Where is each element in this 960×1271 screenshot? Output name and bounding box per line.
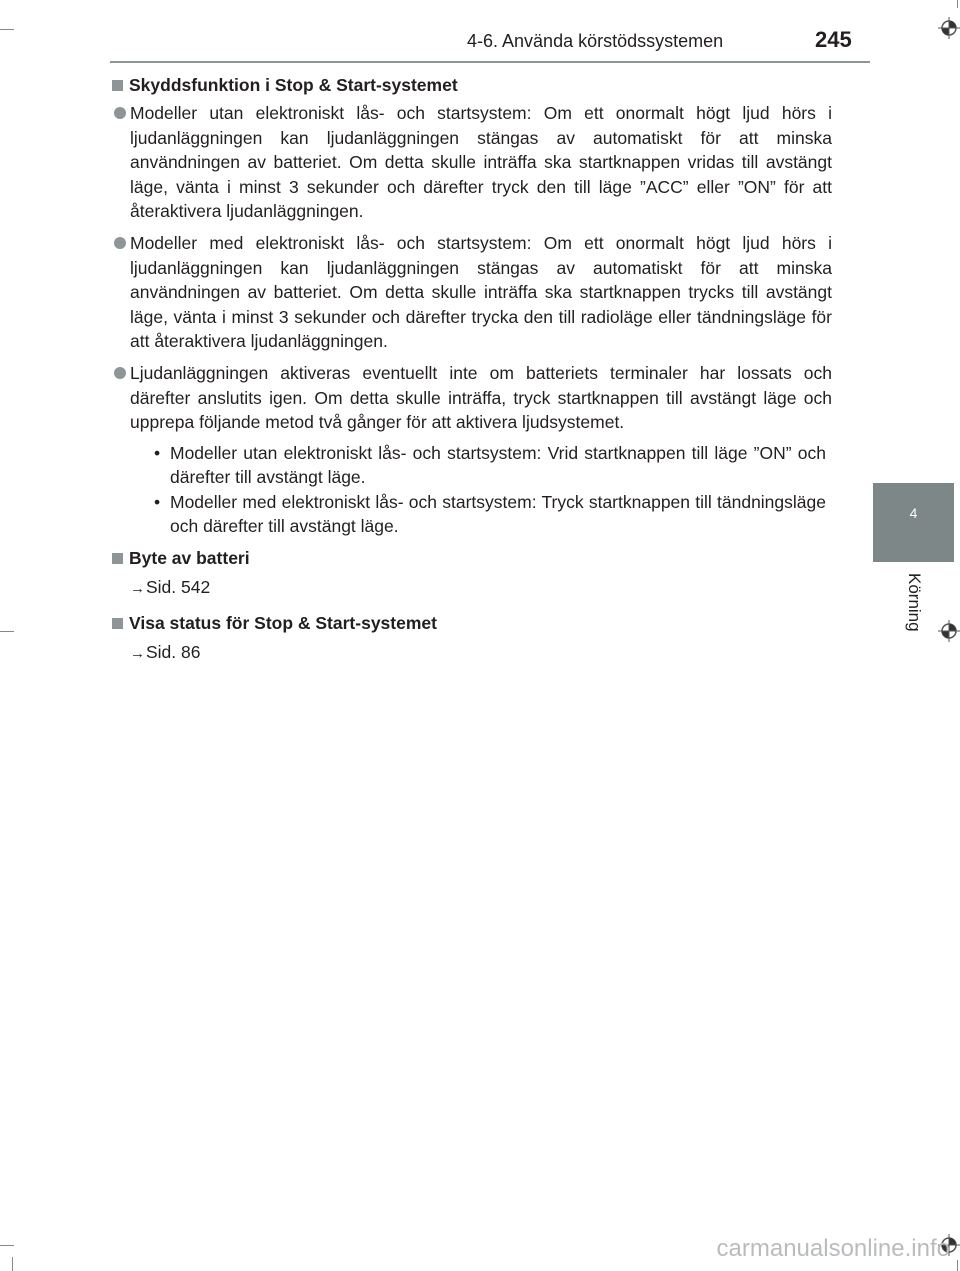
list-item <box>112 361 832 434</box>
sub-item-text: Modeller utan elektroniskt lås- och startsystem: Vrid startknappen till läge ”ON” och därefter till avstängt läge. <box>170 442 826 488</box>
chapter-tab-number: 4 <box>909 505 918 521</box>
section-heading <box>112 73 832 97</box>
sub-item-text: Modeller med elektroniskt lås- och startsystem: Tryck startknappen till tändningsläge och därefter till avstängt läge. <box>170 491 826 536</box>
registration-mark-icon <box>938 17 960 39</box>
circle-bullet-icon <box>112 231 130 353</box>
section-heading-text: Visa status för Stop & Start-systemet <box>129 613 437 634</box>
square-bullet-icon <box>112 80 123 91</box>
crop-mark <box>0 29 14 30</box>
page-content <box>112 73 832 676</box>
chapter-tab-label-text: Körning <box>905 573 924 632</box>
registration-mark-icon <box>938 620 960 642</box>
page-number: 245 <box>815 27 852 52</box>
header-rule <box>110 61 870 63</box>
chapter-tab-label <box>906 573 924 643</box>
circle-bullet-icon <box>112 361 130 434</box>
dot-bullet-icon: • <box>154 442 161 463</box>
dot-bullet-icon: • <box>154 491 161 512</box>
watermark: carmanualsonline.info <box>716 1235 950 1262</box>
sub-list-item <box>154 441 832 490</box>
chapter-tab <box>873 483 954 562</box>
list-item <box>112 101 832 223</box>
section-heading <box>112 546 832 570</box>
paragraph-text: Modeller utan elektroniskt lås- och startsystem: Om ett onormalt högt ljud hörs i ljudanläggningen kan ljudanläggningen stängas av automatiskt för att minska användningen av batteriet. Om detta skulle inträffa ska startknappen vridas till avstängt läge, vänta i minst 3 sekunder och därefter tryck den till läge ”ACC” eller ”ON” för att återaktivera ljudanläggningen. <box>130 103 832 222</box>
page-reference-text: Sid. 542 <box>146 576 211 597</box>
crop-mark <box>0 1245 14 1246</box>
chapter-title: 4-6. Använda körstödssystemen <box>467 31 724 51</box>
crop-mark <box>0 631 14 632</box>
paragraph-text: Modeller med elektroniskt lås- och startsystem: Om ett onormalt högt ljud hörs i ljudanläggningen kan ljudanläggningen stängas av automatiskt för att minska användningen av batteriet. Om detta skulle inträffa ska startknappen trycks till avstängt läge, vänta i minst 3 sekunder och därefter trycka den till radioläge eller tändningsläge för att återaktivera ljudanläggningen. <box>130 233 832 352</box>
section-heading-text: Skyddsfunktion i Stop & Start-systemet <box>129 75 458 95</box>
page-reference[interactable] <box>130 575 832 601</box>
crop-mark <box>957 1260 958 1271</box>
section-heading-text: Byte av batteri <box>129 548 250 569</box>
circle-bullet-icon <box>112 101 130 223</box>
paragraph-text: Ljudanläggningen aktiveras eventuellt inte om batteriets terminaler har lossats och därefter anslutits igen. Om detta skulle inträffa, tryck startknappen till avstängt läge och upprepa följande metod två gånger för att aktivera ljudsystemet. <box>130 363 832 433</box>
arrow-right-icon: → <box>130 579 145 597</box>
list-item <box>112 231 832 353</box>
page-reference-text: Sid. 86 <box>146 641 201 662</box>
section-heading <box>112 611 832 635</box>
square-bullet-icon <box>112 618 123 629</box>
sub-list-item <box>154 490 832 539</box>
arrow-right-icon: → <box>130 644 145 662</box>
page-reference[interactable] <box>130 640 832 666</box>
square-bullet-icon <box>112 553 123 564</box>
crop-mark <box>957 0 958 8</box>
crop-mark <box>12 1257 13 1271</box>
